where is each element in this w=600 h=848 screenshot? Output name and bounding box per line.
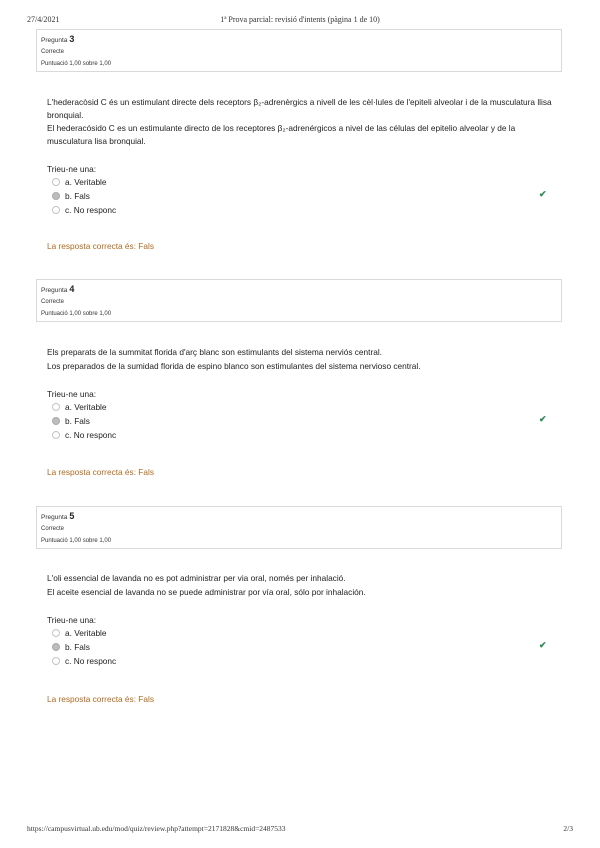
print-title: 1ª Prova parcial: revisió d'intents (pàgina 1 de 10) (220, 15, 380, 24)
question-5 (0, 506, 600, 736)
option-a[interactable]: a. Veritable (52, 402, 107, 412)
question-state: Correcte (41, 299, 65, 305)
option-a[interactable]: a. Veritable (52, 628, 107, 638)
option-c[interactable]: c. No responc (52, 656, 116, 666)
radio-selected-icon[interactable] (52, 417, 60, 425)
answer-prompt: Trieu-ne una: (47, 164, 97, 174)
question-text-ca: Els preparats de la summitat florida d'arç blanc son estimulants del sistema nerviós central. (47, 347, 382, 357)
answer-prompt: Trieu-ne una: (47, 389, 97, 399)
radio-icon[interactable] (52, 629, 60, 637)
question-text (47, 96, 552, 148)
radio-icon[interactable] (52, 403, 60, 411)
question-text-es: Los preparados de la sumidad florida de espino blanco son estimulantes del sistema nervioso central. (47, 360, 421, 371)
question-4 (0, 279, 600, 509)
question-grade: Puntuació 1,00 sobre 1,00 (41, 311, 112, 317)
question-text-es: El aceite esencial de lavanda no se puede administrar por vía oral, sólo por inhalación. (47, 586, 366, 597)
question-3 (0, 29, 600, 259)
radio-selected-icon[interactable] (52, 643, 60, 651)
question-text-ca: L'oli essencial de lavanda no es pot administrar per via oral, només per inhalació. (47, 573, 346, 583)
option-c[interactable]: c. No responc (52, 205, 116, 215)
radio-icon[interactable] (52, 431, 60, 439)
print-date: 27/4/2021 (27, 15, 60, 24)
radio-icon[interactable] (52, 178, 60, 186)
question-state: Correcte (41, 526, 65, 532)
correct-answer-feedback: La resposta correcta és: Fals (47, 467, 154, 477)
question-text (47, 346, 552, 373)
question-state: Correcte (41, 49, 65, 55)
option-a[interactable]: a. Veritable (52, 177, 107, 187)
radio-icon[interactable] (52, 657, 60, 665)
question-info-box (36, 506, 562, 549)
correct-answer-feedback: La resposta correcta és: Fals (47, 241, 154, 251)
question-grade: Puntuació 1,00 sobre 1,00 (41, 538, 112, 544)
radio-icon[interactable] (52, 206, 60, 214)
question-info-box (36, 29, 562, 72)
question-text (47, 572, 552, 599)
question-text-ca: L'hederacòsid C és un estimulant directe dels receptors β₂-adrenèrgics a nivell de les cèl·lules de l'epiteli alveolar i de la musculatura llisa bronquial. (47, 97, 552, 120)
print-page-number: 2/3 (563, 824, 573, 833)
question-grade: Puntuació 1,00 sobre 1,00 (41, 61, 112, 67)
answer-prompt: Trieu-ne una: (47, 615, 97, 625)
check-icon: ✔ (539, 189, 547, 199)
question-label: Pregunta 4 (41, 284, 75, 294)
option-c[interactable]: c. No responc (52, 430, 116, 440)
question-label: Pregunta 3 (41, 34, 75, 44)
radio-selected-icon[interactable] (52, 192, 60, 200)
option-b[interactable]: b. Fals (52, 191, 90, 201)
option-b[interactable]: b. Fals (52, 416, 90, 426)
print-url: https://campusvirtual.ub.edu/mod/quiz/review.php?attempt=2171828&cmid=2487533 (27, 824, 286, 833)
option-b[interactable]: b. Fals (52, 642, 90, 652)
check-icon: ✔ (539, 640, 547, 650)
question-text-es: El hederacósido C es un estimulante directo de los receptores β₂-adrenérgicos a nivel de las células del epitelio alveolar y de la musculatura lisa bronquial. (47, 123, 516, 146)
question-info-box (36, 279, 562, 322)
correct-answer-feedback: La resposta correcta és: Fals (47, 694, 154, 704)
check-icon: ✔ (539, 414, 547, 424)
question-label: Pregunta 5 (41, 511, 75, 521)
